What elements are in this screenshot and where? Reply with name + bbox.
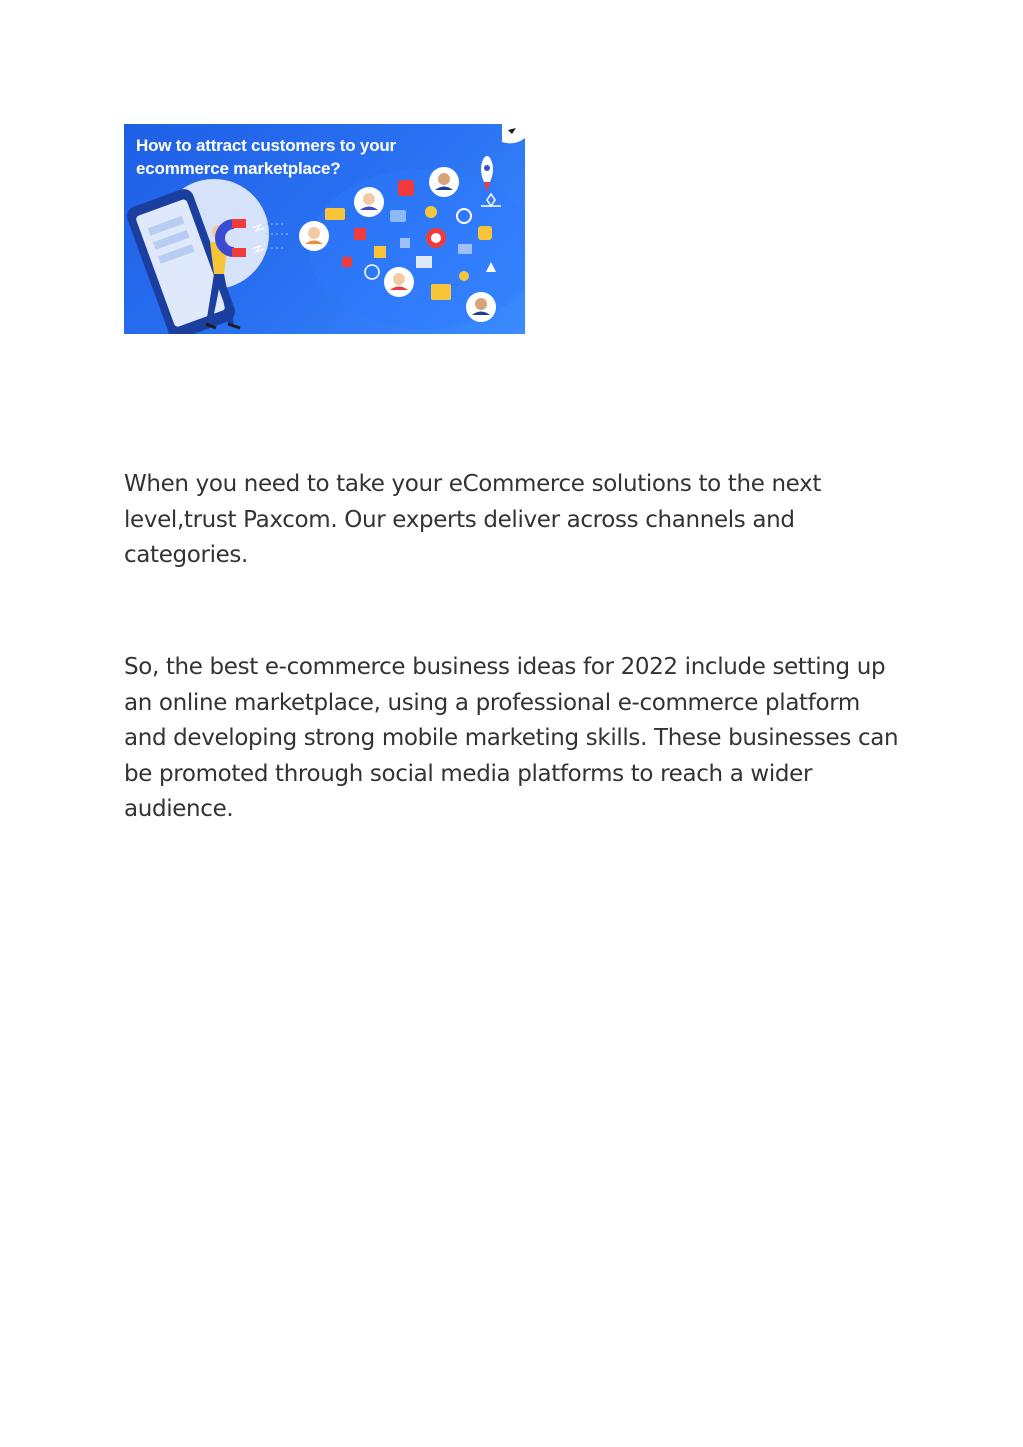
gift-icon [354, 228, 366, 240]
envelope-icon [431, 284, 451, 300]
avatar-icon [384, 267, 414, 297]
megaphone-icon [342, 257, 352, 267]
bulb-icon [425, 206, 437, 218]
hero-title: How to attract customers to your ecommerce marketplace? [136, 136, 396, 178]
brand-logo-icon [502, 124, 525, 143]
intro-paragraph: When you need to take your eCommerce solutions to the next level,trust Paxcom. Our experts deliver across channels and categories. [124, 471, 822, 568]
folder-icon [325, 208, 345, 220]
square-icon [400, 238, 410, 248]
dot-icon [459, 271, 469, 281]
avatar-icon [354, 187, 384, 217]
ideas-paragraph: So, the best e-commerce business ideas for 2022 include setting up an online marketplace, using a professional e-commerce platform and developing strong mobile marketing skills. These businesses can be promoted through social media platforms to reach a wider audience. [124, 654, 899, 822]
avatar-icon [299, 221, 329, 251]
mail-icon [458, 244, 472, 254]
cart-icon [374, 246, 386, 258]
hero-illustration [124, 124, 525, 334]
avatar-icon [466, 292, 496, 322]
badge-icon [478, 226, 492, 240]
music-icon [398, 180, 414, 196]
image-icon [390, 210, 406, 222]
chart-icon [416, 256, 432, 268]
